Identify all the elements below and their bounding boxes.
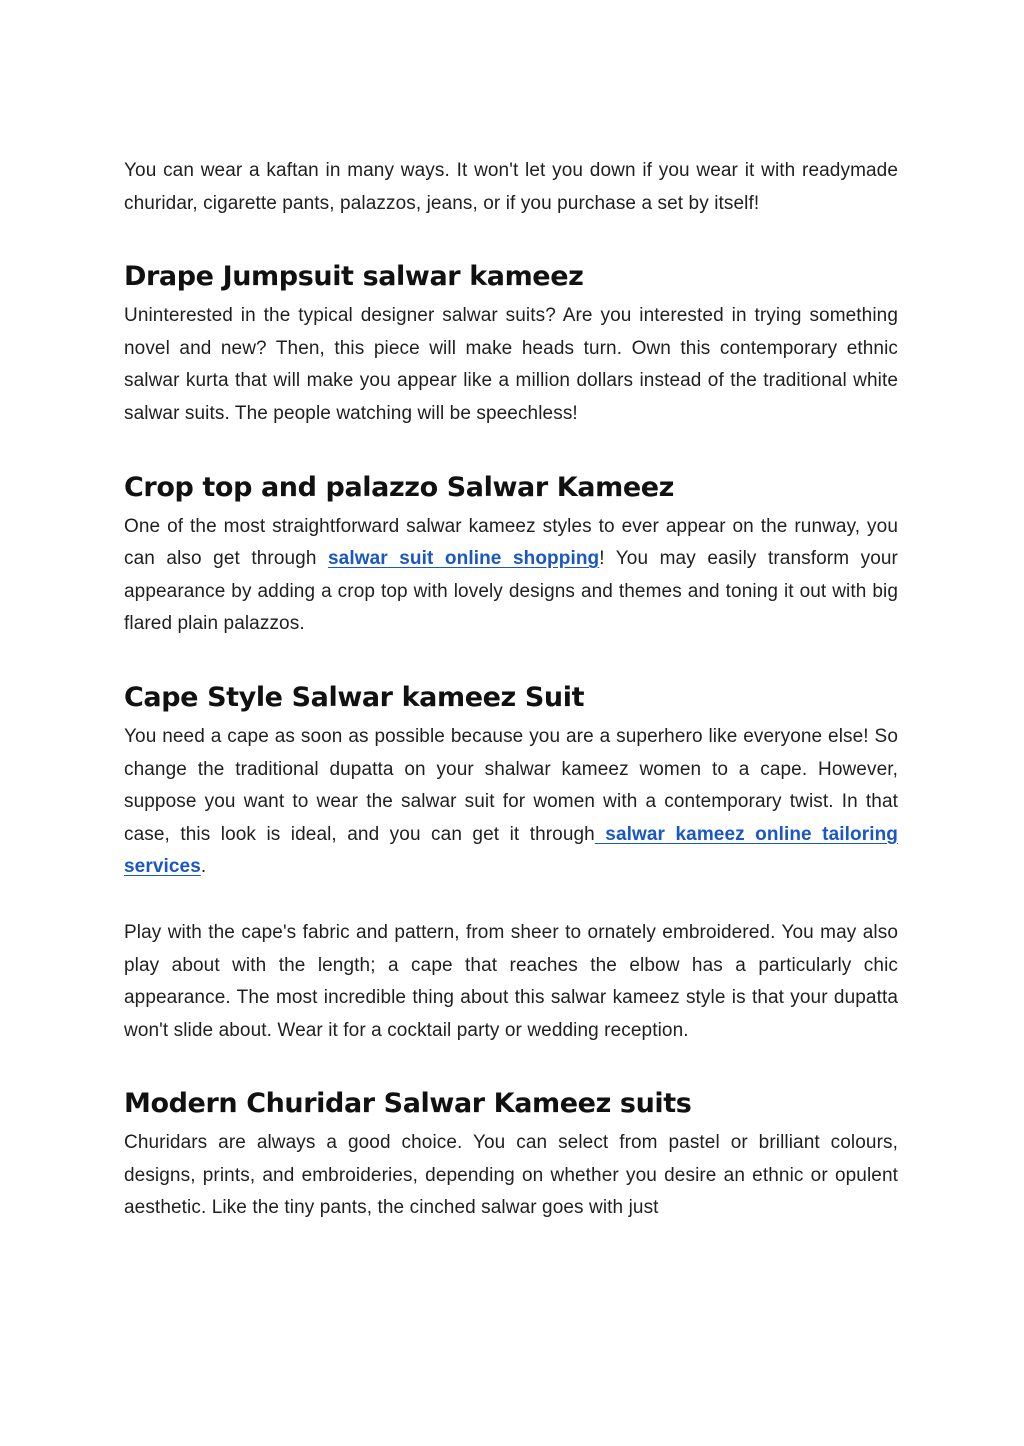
intro-paragraph: You can wear a kaftan in many ways. It won't let you down if you wear it with readymade churidar, cigarette pants, palazzos, jeans, or if you purchase a set by itself! (124, 160, 898, 214)
document-page (124, 155, 898, 1225)
paragraph-text-after-link: . (200, 856, 207, 878)
heading-drape-jumpsuit: Drape Jumpsuit salwar kameez (124, 261, 584, 293)
paragraph-text-before-link: One of the most straightforward salwar kameez styles to ever appear on the runway, you can also get through (124, 515, 898, 570)
paragraph-cape-style (124, 721, 898, 884)
paragraph-text-after-link: ! You may easily transform your appearance by adding a crop top with lovely designs and themes and toning it out with big flared plain palazzos. (124, 548, 898, 635)
heading-cape-style: Cape Style Salwar kameez Suit (124, 681, 585, 713)
paragraph-drape-jumpsuit: Uninterested in the typical designer salwar suits? Are you interested in trying something novel and new? Then, this piece will make heads turn. Own this contemporary ethnic salwar kurta that will make you appear like a million dollars instead of the traditional white salwar suits. The people watching will be speechless! (124, 305, 898, 424)
heading-crop-top-palazzo: Crop top and palazzo Salwar Kameez (124, 471, 674, 503)
salwar-suit-online-shopping-link[interactable]: salwar suit online shopping (328, 548, 600, 570)
paragraph-text-before-link: You need a cape as soon as possible because you are a superhero like everyone else! So change the traditional dupatta on your shalwar kameez women to a cape. However, suppose you want to wear the salwar suit for women with a contemporary twist. In that case, this look is ideal, and you can get it through (124, 725, 898, 845)
paragraph-crop-top-palazzo (124, 511, 898, 641)
paragraph-modern-churidar: Churidars are always a good choice. You can select from pastel or brilliant colours, designs, prints, and embroideries, depending on whether you desire an ethnic or opulent aesthetic. Like the tiny pants, the cinched salwar goes with just (124, 1132, 898, 1219)
heading-modern-churidar: Modern Churidar Salwar Kameez suits (124, 1088, 692, 1120)
salwar-kameez-online-tailoring-link[interactable]: salwar kameez online tailoring services (124, 823, 898, 878)
paragraph-cape-style-2: Play with the cape's fabric and pattern, from sheer to ornately embroidered. You may also play about with the length; a cape that reaches the elbow has a particularly chic appearance. The most incredible thing about this salwar kameez style is that your dupatta won't slide about. Wear it for a cocktail party or wedding reception. (124, 921, 898, 1041)
